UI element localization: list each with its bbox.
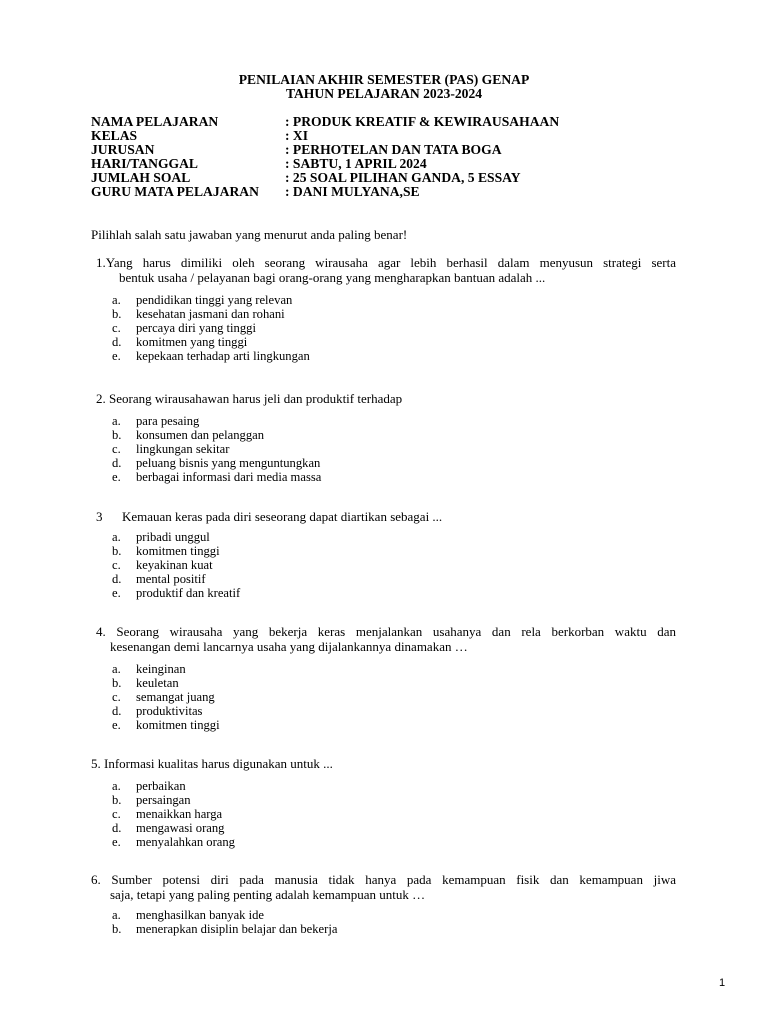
option-letter: c. xyxy=(112,321,121,335)
option-text: perbaikan xyxy=(136,779,186,793)
option-text: lingkungan sekitar xyxy=(136,442,230,456)
option-text: mengawasi orang xyxy=(136,821,225,835)
option-text: berbagai informasi dari media massa xyxy=(136,470,322,484)
option-letter: d. xyxy=(112,335,122,349)
option-letter: e. xyxy=(112,586,121,600)
option-text: pendidikan tinggi yang relevan xyxy=(136,293,293,307)
option-text: komitmen yang tinggi xyxy=(136,335,248,349)
info-label-date: HARI/TANGGAL xyxy=(91,156,198,171)
info-label-major: JURUSAN xyxy=(91,142,155,157)
option-text: semangat juang xyxy=(136,690,215,704)
info-value-date: : SABTU, 1 APRIL 2024 xyxy=(285,156,427,171)
info-value-subject: : PRODUK KREATIF & KEWIRAUSAHAAN xyxy=(285,114,560,129)
info-value-major: : PERHOTELAN DAN TATA BOGA xyxy=(285,142,502,157)
instruction-text: Pilihlah salah satu jawaban yang menurut anda paling benar! xyxy=(91,227,408,242)
option-text: konsumen dan pelanggan xyxy=(136,428,265,442)
option-text: peluang bisnis yang menguntungkan xyxy=(136,456,321,470)
option-text: pribadi unggul xyxy=(136,530,210,544)
option-letter: e. xyxy=(112,835,121,849)
option-letter: c. xyxy=(112,442,121,456)
info-value-class: : XI xyxy=(285,128,309,143)
question-text-line: Kemauan keras pada diri seseorang dapat diartikan sebagai ... xyxy=(122,509,443,524)
option-letter: b. xyxy=(112,922,122,936)
option-letter: a. xyxy=(112,908,121,922)
option-text: produktif dan kreatif xyxy=(136,586,241,600)
option-text: mental positif xyxy=(136,572,206,586)
option-letter: a. xyxy=(112,530,121,544)
option-letter: c. xyxy=(112,690,121,704)
question-text-line: kesenangan demi lancarnya usaha yang dijalankannya dinamakan … xyxy=(110,639,468,654)
option-letter: d. xyxy=(112,704,122,718)
option-letter: c. xyxy=(112,807,121,821)
option-letter: b. xyxy=(112,793,122,807)
info-label-teacher: GURU MATA PELAJARAN xyxy=(91,184,259,199)
question-text-line: 6. Sumber potensi diri pada manusia tidak hanya pada kemampuan fisik dan kemampuan jiwa xyxy=(91,872,676,887)
option-letter: b. xyxy=(112,676,122,690)
option-text: keinginan xyxy=(136,662,186,676)
option-letter: e. xyxy=(112,470,121,484)
option-text: kepekaan terhadap arti lingkungan xyxy=(136,349,310,363)
option-text: menerapkan disiplin belajar dan bekerja xyxy=(136,922,338,936)
question-text-line: 2. Seorang wirausahawan harus jeli dan produktif terhadap xyxy=(96,391,403,406)
option-letter: b. xyxy=(112,544,122,558)
info-value-teacher: : DANI MULYANA,SE xyxy=(285,184,420,199)
option-letter: e. xyxy=(112,349,121,363)
option-letter: a. xyxy=(112,662,121,676)
option-letter: d. xyxy=(112,821,122,835)
option-text: menaikkan harga xyxy=(136,807,223,821)
option-text: keuletan xyxy=(136,676,179,690)
option-text: menghasilkan banyak ide xyxy=(136,908,264,922)
question-text-line: bentuk usaha / pelayanan bagi orang-orang yang mengharapkan bantuan adalah ... xyxy=(119,270,546,285)
option-text: komitmen tinggi xyxy=(136,544,220,558)
page-number: 1 xyxy=(719,977,726,989)
option-letter: e. xyxy=(112,718,121,732)
option-text: persaingan xyxy=(136,793,191,807)
option-letter: a. xyxy=(112,414,121,428)
question-text-line: 4. Seorang wirausaha yang bekerja keras menjalankan usahanya dan rela berkorban waktu dan xyxy=(96,624,676,639)
option-letter: d. xyxy=(112,572,122,586)
option-text: menyalahkan orang xyxy=(136,835,235,849)
option-letter: b. xyxy=(112,307,122,321)
option-text: komitmen tinggi xyxy=(136,718,220,732)
question-text-line: saja, tetapi yang paling penting adalah kemampuan untuk … xyxy=(110,887,426,902)
academic-year: TAHUN PELAJARAN 2023-2024 xyxy=(285,86,483,101)
option-letter: a. xyxy=(112,779,121,793)
exam-title: PENILAIAN AKHIR SEMESTER (PAS) GENAP xyxy=(238,72,530,87)
option-text: percaya diri yang tinggi xyxy=(136,321,256,335)
option-letter: c. xyxy=(112,558,121,572)
info-label-class: KELAS xyxy=(91,128,138,143)
question-number: 3 xyxy=(96,509,103,524)
option-text: kesehatan jasmani dan rohani xyxy=(136,307,285,321)
option-letter: b. xyxy=(112,428,122,442)
info-label-subject: NAMA PELAJARAN xyxy=(91,114,219,129)
info-label-question-count: JUMLAH SOAL xyxy=(91,170,191,185)
question-text-line: 5. Informasi kualitas harus digunakan untuk ... xyxy=(91,756,333,771)
option-text: produktivitas xyxy=(136,704,203,718)
option-letter: d. xyxy=(112,456,122,470)
option-text: keyakinan kuat xyxy=(136,558,213,572)
option-text: para pesaing xyxy=(136,414,200,428)
option-letter: a. xyxy=(112,293,121,307)
info-value-question-count: : 25 SOAL PILIHAN GANDA, 5 ESSAY xyxy=(285,170,521,185)
question-text-line: 1.Yang harus dimiliki oleh seorang wirausaha agar lebih berhasil dalam menyusun strategi serta xyxy=(96,255,676,270)
